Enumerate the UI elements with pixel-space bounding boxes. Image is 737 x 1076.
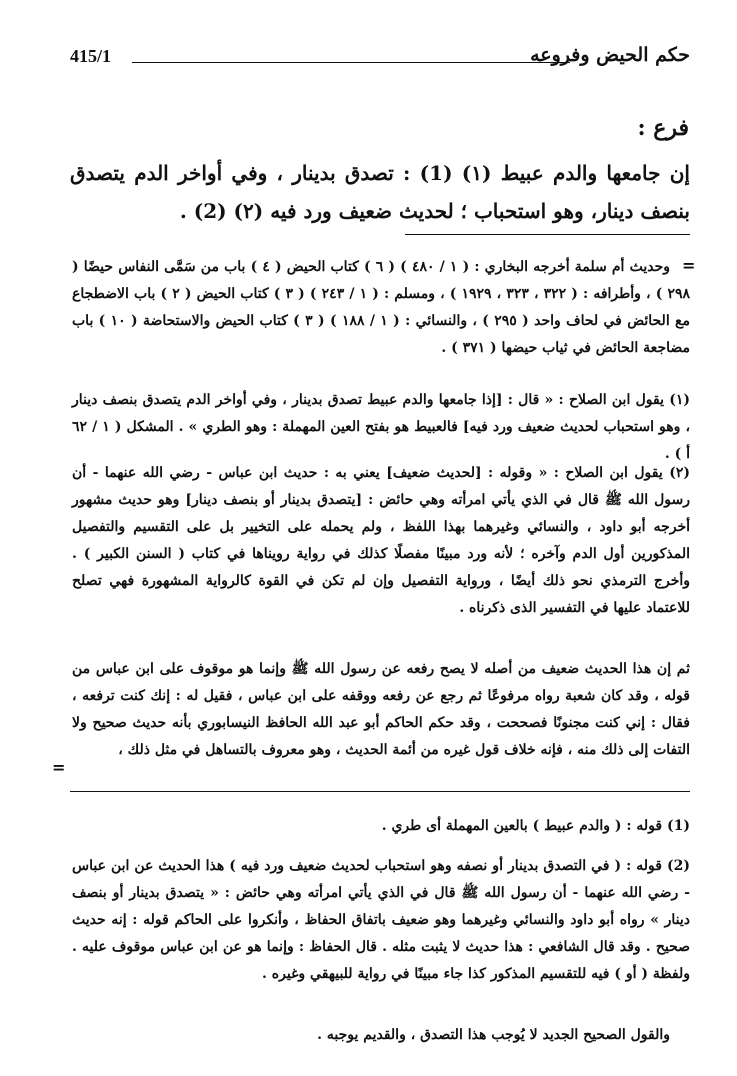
footnote-separator — [70, 791, 690, 792]
footnote-2: (2) قوله : ( في التصدق بدينار أو نصفه وهو استحباب لحديث ضعيف ورد فيه ) هذا الحديث عن ابن عباس - رضي الله عنهما - أن رسول الله ﷺ قال في الذي يأتي امرأته وهي حائض : « يتصدق بدينار أو بنصف دينار » رواه أبو داود والنسائي وغيرهما وهو ضعيف باتفاق الحفاظ ، وأنكروا على الحاكم قوله : إنه حديث صحيح . وقد قال الشافعي : هذا حديث لا يثبت مثله . قال الحفاظ : وإنما هو عن ابن عباس موقوف عليه . ولفظة ( أو ) فيه للتقسيم المذكور كذا جاء مبينًا في رواية للبيهقي وغيره . — [72, 858, 690, 982]
running-header — [70, 44, 690, 74]
commentary-note-2-continued: ثم إن هذا الحديث ضعيف من أصله لا يصح رفعه عن رسول الله ﷺ وإنما هو موقوف على ابن عباس من قوله ، وقد كان شعبة رواه مرفوعًا ثم رجع عن رفعه ووقفه على ابن عباس ، فقيل له : إنك كنت ترفعه ، فقال : إني كنت مجنونًا فصححت ، وقد حكم الحاكم أبو عبد الله الحافظ النيسابوري بأنه حديث صحيح ولا التفات إلى ذلك منه ، فإنه خلاف قول غيره من أئمة الحديث ، وهو معروف بالتساهل في مثل ذلك ، — [72, 661, 690, 758]
commentary-note-1: (١) يقول ابن الصلاح : « قال : [إذا جامعها والدم عبيط تصدق بدينار ، وفي أواخر الدم يتصدق بنصف دينار ، وهو استحباب لحديث ضعيف ورد فيه] فالعبيط هو بفتح العين المهملة : وهو الطري » . المشكل ( ١ / ٦٢ أ ) . — [72, 392, 690, 462]
continuation-mark-end: = — [52, 758, 66, 777]
running-title: حكم الحيض وفروعه — [530, 44, 690, 66]
commentary-separator — [405, 234, 690, 235]
main-text: إن جامعها والدم عبيط (١) (1) : تصدق بدينار ، وفي أواخر الدم يتصدق بنصف دينار، وهو استحباب ؛ لحديث ضعيف ورد فيه (٢) (2) . — [70, 161, 690, 223]
footnote-2-conclusion: والقول الصحيح الجديد لا يُوجب هذا التصدق ، والقديم يوجبه . — [317, 1027, 670, 1043]
section-heading: فرع : — [637, 115, 689, 141]
commentary-note-2: (٢) يقول ابن الصلاح : « وقوله : [لحديث ضعيف] يعني به : حديث ابن عباس - رضي الله عنهما - أن رسول الله ﷺ قال في الذي يأتي امرأته وهي حائض : [يتصدق بدينار أو بنصف دينار] وهو حديث مشهور أخرجه أبو داود ، والنسائي وغيرهما بهذا اللفظ ، ولم يحمله على التخيير بل على التقسيم والتفصيل المذكورين أول الدم وآخره ؛ لأنه ورد مبينًا مفصلًا كذلك في رواية رويناها في كتاب ( السنن الكبير ) . وأخرج الترمذي نحو ذلك أيضًا ، ورواية التفصيل وإن لم تكن في القوة كالرواية المشهورة فهي تصلح للاعتماد عليها في التفسير الذى ذكرناه . — [72, 465, 690, 616]
header-rule — [132, 62, 570, 63]
commentary-continued: وحديث أم سلمة أخرجه البخاري : ( ١ / ٤٨٠ ) ( ٦ ) كتاب الحيض ( ٤ ) باب من سَمَّى النفاس حيضًا ( ٢٩٨ ) ، وأطرافه : ( ٣٢٢ ، ٣٢٣ ، ١٩٢٩ ) ، ومسلم : ( ١ / ٢٤٣ ) ( ٣ ) كتاب الحيض ( ٢ ) باب الاضطجاع مع الحائض في لحاف واحد ( ٢٩٥ ) ، والنسائي : ( ١ / ١٨٨ ) ( ٣ ) كتاب الحيض والاستحاضة ( ١٠ ) باب مضاجعة الحائض في ثياب حيضها ( ٣٧١ ) . — [72, 259, 691, 356]
page-number: 415/1 — [70, 46, 112, 66]
continuation-mark-start: = — [682, 256, 696, 275]
footnote-1: (1) قوله : ( والدم عبيط ) بالعين المهملة أى طري . — [381, 818, 690, 834]
